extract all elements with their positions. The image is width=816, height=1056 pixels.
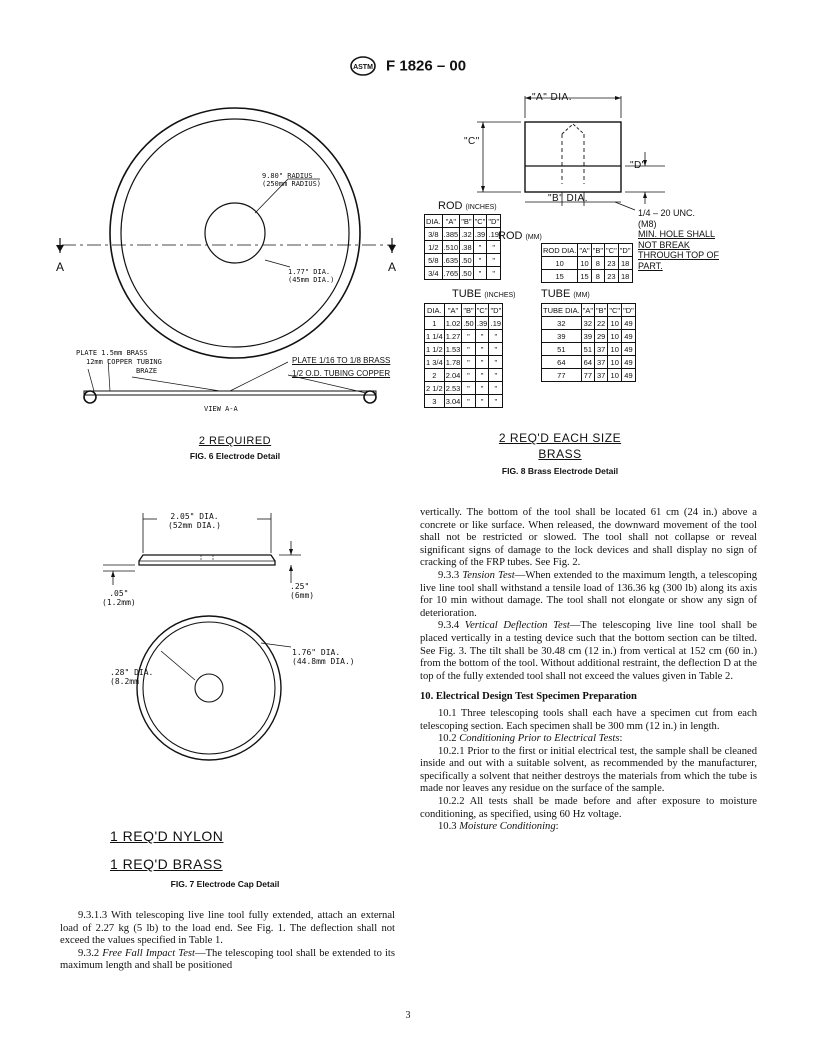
table-cell: 39 [581,330,594,343]
table-row [425,241,501,254]
table-row [425,267,501,280]
table-cell: 39 [542,330,582,343]
thread-note-4: NOT BREAK [638,239,690,250]
tube-in-title [452,288,516,300]
table-header-row [425,304,503,317]
table-cell: " [489,369,503,382]
table-cell: 10 [608,369,622,382]
para-10-3 [420,821,757,834]
table-cell: 64 [542,356,582,369]
table-cell: 1/2 [425,241,443,254]
table-header-cell: "A" [579,245,590,255]
table-cell: " [462,356,475,369]
table-cell: " [475,382,489,395]
para-10-2-num: 10.2 [438,733,460,745]
table-header-cell: TUBE DIA. [543,305,580,315]
table-cell: .385 [443,229,459,239]
fig6-plate-in-label: PLATE 1/16 TO 1/8 BRASS [292,356,391,365]
para-9-3-2-body: —The telescoping tool shall be extended to its maximum length and shall be positioned [60,947,395,972]
para-9-3-3-body: —When extended to the maximum length, a telescoping live line tool shall withstand a tensile load of 136.36 kg (300 lb) along its axis for 10 min without damage. The tool shall not elongate or show any sign of deterioration. [420,569,757,619]
table-cell: 8 [591,257,604,270]
table-cell: 2.04 [445,370,461,380]
table-cell: 77 [581,369,594,382]
table-header-cell: "B" [596,305,607,315]
table-cell: .38 [461,242,472,252]
table-cell: .765 [443,268,459,278]
table-cell: 10 [578,257,591,270]
table-header-cell: "C" [606,245,617,255]
table-cell: 49 [622,330,636,343]
table-cell: 10 [542,257,578,270]
rod-inches-table [424,214,501,280]
table-cell: 18 [618,270,632,283]
astm-logo-icon [350,56,376,76]
table-header-cell: "A" [582,305,594,315]
table-cell: 32 [581,317,594,330]
para-9-3-4-body: —The telescoping live line tool shall be placed vertically in a testing device such that the bottom section can be tilted. See Fig. 3. The tilt shall be 30.48 cm (12 in.) from vertical at 152 cm (60 in.) from the bottom of the tool. Without additional restraint, the deflection D at the top of the fully extended tool shall not exceed the values given in Table 2. [420,620,757,682]
table-cell: " [487,241,501,254]
table-cell: " [487,267,501,280]
table-cell: .19 [488,229,499,239]
fig6-tubing-label: 12mm COPPER TUBING [86,358,162,366]
table-cell: .50 [461,255,472,265]
fig7-req-2: 1 REQ'D BRASS [110,856,223,872]
thread-note-2: (M8) [638,218,657,229]
table-cell: 5/8 [425,254,443,267]
table-cell: " [462,369,475,382]
para-9-3-4 [420,620,757,683]
table-cell: 1.78 [445,357,461,367]
fig7-dia-top-in: 2.05" DIA. [170,512,219,521]
table-cell: " [475,369,489,382]
table-row [542,270,633,283]
table-cell: 51 [542,343,582,356]
table-row [425,330,503,343]
table-cell: .39 [476,318,488,328]
para-10-2 [420,733,757,746]
para-9-3-1-3: 9.3.1.3 With telescoping live line tool fully extended, attach an external load of 2.27 kg (5 lb) to the load end. See Fig. 1. The deflection shall not exceed the values specified in Table 1. [60,910,395,947]
table-cell: 1.53 [445,344,461,354]
fig8-a-dia: "A" DIA. [532,92,572,103]
table-cell: 49 [622,369,636,382]
fig8-b-dia: "B" DIA. [548,193,588,204]
table-row [425,343,503,356]
table-row [542,330,636,343]
para-10-2-title: Conditioning Prior to Electrical Tests [459,733,620,745]
table-cell: 8 [591,270,604,283]
table-cell: 51 [581,343,594,356]
table-cell: .19 [490,318,502,328]
page-header [0,56,816,76]
fig6-braze-label: BRAZE [136,367,158,375]
table-cell: " [475,343,489,356]
designation: F 1826 – 00 [386,57,467,75]
rod-mm-title-text: ROD [498,230,523,242]
table-row [425,382,503,395]
table-cell: 10 [608,330,622,343]
table-cell: 10 [608,343,622,356]
table-cell: 15 [542,270,578,283]
table-header-cell: "D" [488,216,500,226]
fig7-thk-mm: (1.2mm) [102,598,136,607]
fig6-dia-label [288,268,334,284]
table-header-cell: "D" [490,305,502,315]
para-10-2-1: 10.2.1 Prior to the first or initial electrical test, the sample shall be cleaned inside and out with a suitable solvent, as recommended by the manufacturer, specifically a solvent that neither destroys the materials from which the tube is made nor leaves any residue on the surface of the sample. [420,745,757,795]
fig7-outer-mm: (44.8mm DIA.) [292,657,355,666]
para-9-3-2 [60,948,395,973]
section-10-heading: 10. Electrical Design Test Specimen Preparation [420,691,637,703]
table-cell: .39 [474,229,486,239]
para-10-2-2: 10.2.2 All tests shall be made before and after exposure to moisture conditioning, as specified, using 60 Hz voltage. [420,796,757,820]
para-9-3-2-cont: vertically. The bottom of the tool shall be located 61 cm (24 in.) above a concrete or like surface. When released, the downward movement of the tool shall not be restricted or slowed. The tool shall not collapse or reveal significant signs of damage to the lock devices and shall display no sign of cracking of the FRP tubes. See Fig. 2. [420,507,757,569]
fig6-radius-in: 9.80" RADIUS [262,172,313,180]
fig7-height [290,582,314,600]
fig7-h-in: .25" [290,582,310,591]
table-cell: " [475,356,489,369]
table-cell: 49 [622,317,636,330]
table-row [542,317,636,330]
fig8-req-2: BRASS [538,447,582,461]
table-cell: 18 [618,257,632,270]
table-cell: " [473,241,487,254]
table-cell: " [475,330,489,343]
fig7-thk-in: .05" [109,589,129,598]
table-header-row [425,215,501,228]
table-cell: 23 [605,257,619,270]
logo-text: ASTM [352,64,373,71]
table-cell: " [489,356,503,369]
para-9-3-4-num: 9.3.4 [438,620,465,632]
fig6-tubing-in-label: 1/2 O.D. TUBING COPPER [292,369,391,378]
table-header-cell: "B" [463,305,474,315]
tube-in-units: (INCHES) [484,292,516,299]
fig7-caption: FIG. 7 Electrode Cap Detail [170,879,280,889]
table-cell: .50 [463,318,474,328]
fig7-dia-top [168,512,221,530]
thread-note-6: PART. [638,260,663,271]
table-cell: 3/4 [425,267,443,280]
fig8-c-label: "C" [464,136,480,147]
table-cell: 37 [595,356,608,369]
tube-mm-units: (MM) [573,292,590,299]
fig6-radius-mm: (250mm RADIUS) [262,180,322,188]
table-cell: .32 [461,229,472,239]
table-row [542,343,636,356]
table-header-cell: "D" [623,305,634,315]
rod-mm-table [541,243,633,283]
para-9-3-4-title: Vertical Deflection Test [464,620,570,632]
table-header-cell: "C" [609,305,621,315]
fig6-req: 2 REQUIRED [198,435,272,447]
table-row [542,369,636,382]
table-cell: " [489,395,503,408]
tube-inches-table [424,303,503,408]
table-cell: " [489,343,503,356]
table-header-cell: DIA. [426,216,441,226]
table-row [542,356,636,369]
para-9-3-2-title: Free Fall Impact Test [102,947,195,959]
table-cell: " [489,382,503,395]
fig7-inner-in: .28" DIA. [110,668,154,677]
fig7-outer-in: 1.76" DIA. [292,648,341,657]
para-9-3-3-num: 9.3.3 [438,569,463,581]
rod-in-units: (INCHES) [465,204,497,211]
table-cell: 1 3/4 [426,357,443,367]
rod-mm-units: (MM) [525,234,542,241]
table-header-cell: DIA. [425,304,445,317]
table-header-row [542,244,633,257]
fig6-caption: FIG. 6 Electrode Detail [189,451,281,461]
table-cell: 49 [622,343,636,356]
table-header-cell: "B" [592,245,603,255]
table-cell: 1 1/2 [426,344,443,354]
fig6-dia-mm: (45mm DIA.) [288,276,335,284]
table-row [425,395,503,408]
table-cell: 1 1/4 [426,331,443,341]
table-cell: 64 [581,356,594,369]
table-cell: 1.02 [445,318,461,328]
table-cell: 23 [605,270,619,283]
table-cell: " [487,254,501,267]
tube-mm-table [541,303,636,382]
table-cell: " [475,395,489,408]
table-cell: " [462,330,475,343]
table-row [542,257,633,270]
table-row [425,369,503,382]
table-header-row [542,304,636,317]
fig7-h-mm: (6mm) [290,591,315,600]
table-cell: 37 [595,369,608,382]
table-cell: 15 [578,270,591,283]
fig7-dia-top-mm: (52mm DIA.) [168,521,221,530]
table-cell: 3/8 [425,228,443,241]
para-10-3-num: 10.3 [438,821,460,833]
table-cell: 10 [608,317,622,330]
page-number: 3 [405,1010,411,1021]
table-cell: " [473,254,487,267]
fig6-view-label: VIEW A-A [204,405,238,413]
table-cell: 77 [542,369,582,382]
section-mark-left: A [56,260,65,274]
table-header-cell: "D" [619,245,631,255]
table-header-cell: "A" [444,304,462,317]
table-row [425,228,501,241]
fig8-caption: FIG. 8 Brass Electrode Detail [501,466,619,476]
table-cell: .50 [461,268,472,278]
table-cell: 29 [595,330,608,343]
fig7-drawing [95,505,415,765]
table-header-cell: "C" [476,305,488,315]
para-9-3-3-title: Tension Test [462,569,515,581]
thread-note-5: THROUGH TOP OF [638,250,720,260]
table-header-cell: "B" [461,216,472,226]
rod-in-title [438,200,497,212]
fig6-radius-label [262,172,321,188]
tube-mm-title-text: TUBE [541,288,571,300]
table-header-cell: "A" [442,215,460,228]
fig7-outer-dia [292,648,355,666]
tube-mm-title [541,288,590,300]
table-header-cell: "C" [474,216,486,226]
fig7-thickness [102,589,136,607]
table-cell: 10 [608,356,622,369]
rod-mm-title [498,230,542,242]
fig8-d-label: "D" [630,160,646,171]
table-cell: .510 [443,242,459,252]
fig8-thread-note [638,208,719,271]
para-10-1: 10.1 Three telescoping tools shall each have a specimen cut from each telescoping section. Each specimen shall be 300 mm (12 in.) in length. [420,707,757,732]
fig7-inner-mm: (8.2mm [110,677,139,686]
table-cell: 1 [425,317,445,330]
table-cell: 32 [542,317,582,330]
table-cell: 2 1/2 [426,383,443,393]
fig8-req-1: 2 REQ'D EACH SIZE [498,431,622,445]
table-cell: " [462,343,475,356]
rod-in-title-text: ROD [438,200,463,212]
table-cell: .635 [443,255,459,265]
thread-note-1: 1/4 – 20 UNC. [638,208,696,218]
table-cell: " [489,330,503,343]
fig6-dia-in: 1.77" DIA. [288,268,331,276]
para-9-3-2-num: 9.3.2 [78,947,103,959]
para-10-3-title: Moisture Conditioning [459,821,556,833]
right-column-text [420,507,757,834]
table-cell: 2.53 [445,383,461,393]
para-10-2-tail: : [619,733,623,745]
para-10-3-tail: : [555,821,559,833]
table-cell: 49 [622,356,636,369]
thread-note-3: MIN. HOLE SHALL [638,229,716,239]
table-cell: 22 [595,317,608,330]
table-cell: " [462,382,475,395]
para-9-3-3 [420,570,757,620]
section-mark-right: A [388,260,397,274]
fig7-req-1: 1 REQ'D NYLON [110,828,224,844]
left-column-text [60,910,395,973]
table-header-cell: ROD DIA. [543,245,577,255]
table-cell: 1.27 [445,331,461,341]
tube-in-title-text: TUBE [452,288,482,300]
table-row [425,254,501,267]
table-row [425,356,503,369]
table-cell: " [473,267,487,280]
table-cell: " [462,395,475,408]
table-cell: 3.04 [445,396,461,406]
table-row [425,317,503,330]
table-cell: 3 [425,395,445,408]
table-cell: 37 [595,343,608,356]
table-cell: 2 [425,369,445,382]
fig6-plate-label: PLATE 1.5mm BRASS [76,349,148,357]
fig7-inner-dia [110,668,153,686]
